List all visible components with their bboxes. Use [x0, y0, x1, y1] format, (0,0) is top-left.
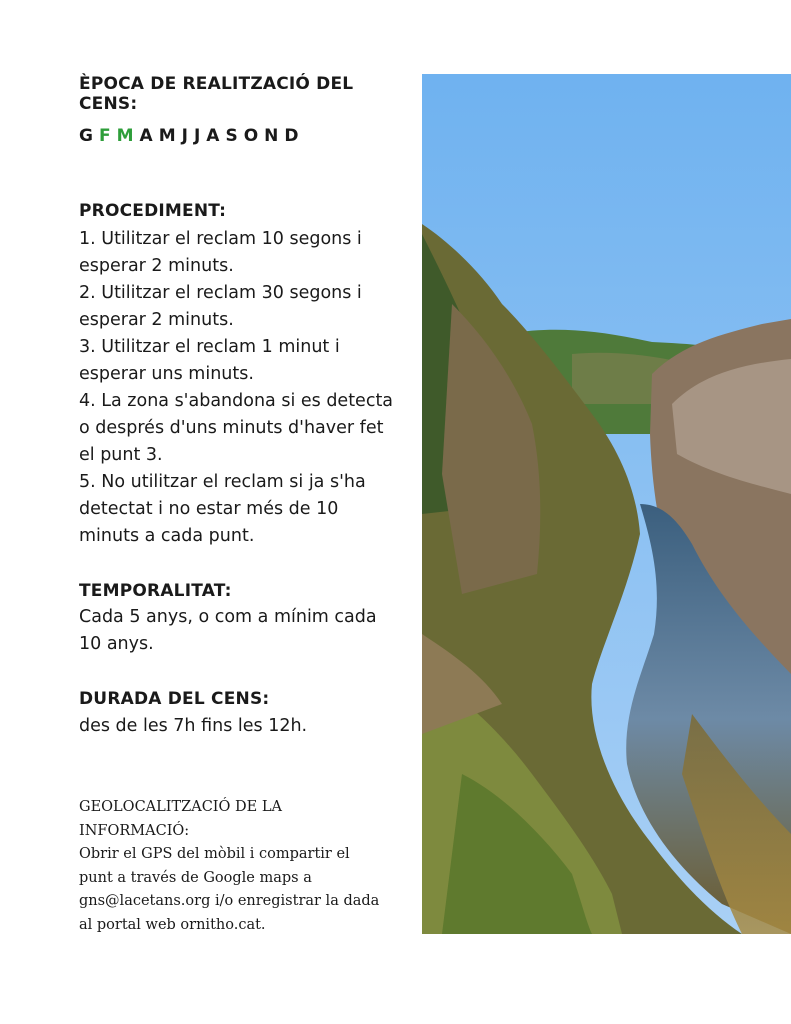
procediment-steps — [79, 226, 399, 550]
durada-text: des de les 7h fins les 12h. — [79, 716, 308, 736]
temporalitat-text: Cada 5 anys, o com a mínim cada 10 anys. — [79, 607, 377, 654]
river-photo — [422, 74, 791, 934]
month-letter: N — [264, 126, 285, 146]
month-letter: J — [181, 126, 194, 146]
epoca-heading: ÈPOCA DE REALITZACIÓ DEL CENS: — [79, 74, 354, 114]
step-item: 5. No utilitzar el reclam si ja s'ha detectat i no estar més de 10 minuts a cada punt. — [79, 472, 366, 546]
month-letter: M — [116, 126, 140, 146]
step-item: 3. Utilitzar el reclam 1 minut i esperar uns minuts. — [79, 337, 340, 384]
procediment-heading: PROCEDIMENT: — [79, 201, 227, 221]
month-letter: G — [79, 126, 99, 146]
month-letter: D — [284, 126, 305, 146]
months-row — [79, 126, 305, 146]
durada-heading: DURADA DEL CENS: — [79, 689, 270, 709]
month-letter: F — [98, 126, 117, 146]
step-item: 4. La zona s'abandona si es detecta o després d'uns minuts d'haver fet el punt 3. — [79, 391, 394, 465]
geolocalitzacio-heading: GEOLOCALITZACIÓ DE LA INFORMACIÓ: — [79, 799, 282, 839]
month-letter: A — [139, 126, 159, 146]
step-item: 2. Utilitzar el reclam 30 segons i esperar 2 minuts. — [79, 283, 362, 330]
month-letter: A — [206, 126, 226, 146]
month-letter: O — [243, 126, 265, 146]
month-letter: M — [158, 126, 182, 146]
month-letter: S — [225, 126, 244, 146]
month-letter: J — [193, 126, 207, 146]
temporalitat-heading: TEMPORALITAT: — [79, 581, 232, 601]
geolocalitzacio-text: Obrir el GPS del mòbil i compartir el punt a través de Google maps a gns@lacetans.org i/o enregistrar la dada al portal web ornitho.cat. — [79, 846, 380, 933]
step-item: 1. Utilitzar el reclam 10 segons i esperar 2 minuts. — [79, 229, 362, 276]
